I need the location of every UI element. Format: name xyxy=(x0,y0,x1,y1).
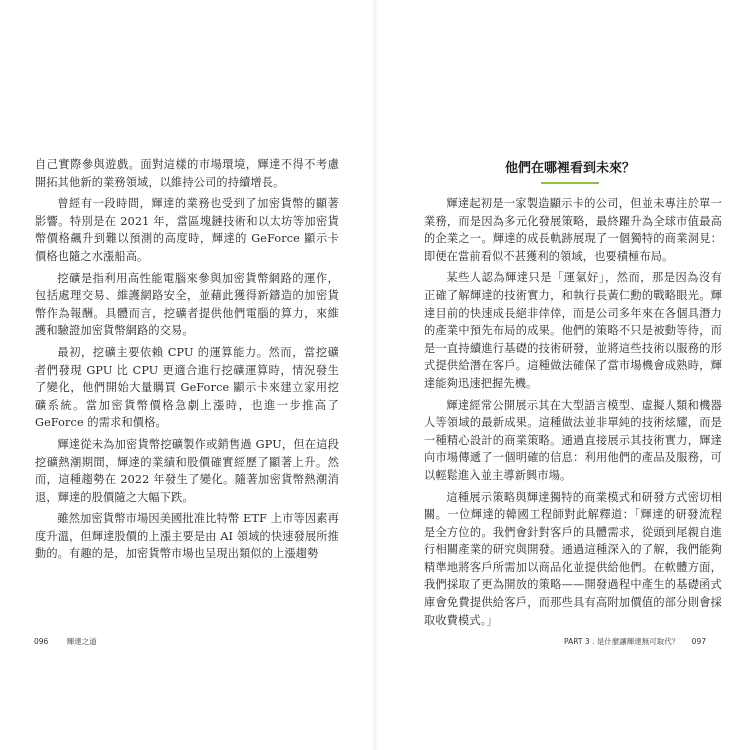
right-page-footer xyxy=(564,636,706,647)
left-page-body xyxy=(35,156,339,563)
paragraph: 最初，挖礦主要依賴 CPU 的運算能力。然而，當挖礦者們發現 GPU 比 CPU 更適合進行挖礦運算時，情況發生了變化，他們開始大量購買 GeForce 顯示卡來建立家用挖礦系統。當加密貨幣價格急劇上漲時，也進一步推高了 GeForce 的需求和價格。 xyxy=(35,345,339,430)
right-page-body xyxy=(424,195,722,629)
running-title: PART 3 . 是什麼讓輝達無可取代？ xyxy=(564,637,680,646)
section-heading: 他們在哪裡看到未來？ xyxy=(504,161,635,176)
paragraph: 自己實際參與遊戲。面對這樣的市場環境，輝達不得不考慮開拓其他新的業務領域，以維持公司的持續增長。 xyxy=(35,158,339,189)
paragraph: 這種展示策略與輝達獨特的商業模式和研發方式密切相關。一位輝達的韓國工程師對此解釋道：「輝達的研發流程是全方位的。我們會針對客戶的具體需求，從頭到尾親自進行相關產業的研究與開發。通過這種深入的了解，我們能夠精準地將客戶所需加以商品化並提供給他們。在軟體方面，我們採取了更為開放的策略——開發過程中產生的基礎函式庫會免費提供給客戶，而那些具有高附加價值的部分則會採取收費模式。」 xyxy=(424,490,722,627)
running-title: 輝達之道 xyxy=(66,637,97,646)
paragraph: 某些人認為輝達只是「運氣好」，然而，那是因為沒有正確了解輝達的技術實力，和執行長黃仁勳的戰略眼光。輝達目前的快速成長絕非倖倖，而是公司多年來在各個具潛力的產業中預先布局的成果。他們的策略不只是被動等待，而是一直持續進行基礎的技術研發，並將這些技術以服務的形式提供給潛在客戶。這種做法確保了當市場機會成熟時，輝達能夠迅速把握先機。 xyxy=(424,271,722,390)
paragraph: 曾經有一段時間，輝達的業務也受到了加密貨幣的顯著影響。特別是在 2021 年，當區塊鏈技術和以太坊等加密貨幣價格飆升到難以預測的高度時，輝達的 GeForce 顯示卡價格也隨之水漲船高。 xyxy=(35,197,339,263)
paragraph: 輝達從未為加密貨幣挖礦製作或銷售過 GPU，但在這段挖礦熱潮期間，輝達的業績和股價確實經歷了顯著上升。然而，這種趨勢在 2022 年發生了變化。隨著加密貨幣熱潮消退，輝達的股價隨之大幅下跌。 xyxy=(35,437,339,504)
page-number: 097 xyxy=(691,637,706,646)
paragraph: 雖然加密貨幣市場因美國批准比特幣 ETF 上市等因素再度升溫，但輝達股價的上漲主要是由 AI 領域的快速發展所推動的。有趣的是，加密貨幣市場也呈現出類似的上漲趨勢 xyxy=(35,512,339,561)
heading-underline xyxy=(541,182,599,184)
paragraph: 挖礦是指利用高性能電腦來參與加密貨幣網路的運作，包括處理交易、維護網路安全，並藉此獲得新鑄造的加密貨幣作為報酬。具體而言，挖礦者提供他們電腦的算力，來維護和驗證加密貨幣網路的交易。 xyxy=(35,271,339,338)
page-number: 096 xyxy=(34,637,49,646)
paragraph: 輝達經常公開展示其在大型語言模型、虛擬人類和機器人等領域的最新成果。這種做法並非單純的技術炫耀，而是一種精心設計的商業策略。通過直接展示其技術實力，輝達向市場傳遞了一個明確的信息：利用他們的產品及服務，可以輕鬆進入並主導新興市場。 xyxy=(424,398,722,482)
left-page-footer xyxy=(34,636,97,647)
paragraph: 輝達起初是一家製造顯示卡的公司，但並未專注於單一業務，而是因為多元化發展策略，最終躍升為全球市值最高的企業之一。輝達的成長軌跡展現了一個獨特的商業洞見：即便在當前看似不甚獲利的領域，也要積極布局。 xyxy=(424,197,722,263)
